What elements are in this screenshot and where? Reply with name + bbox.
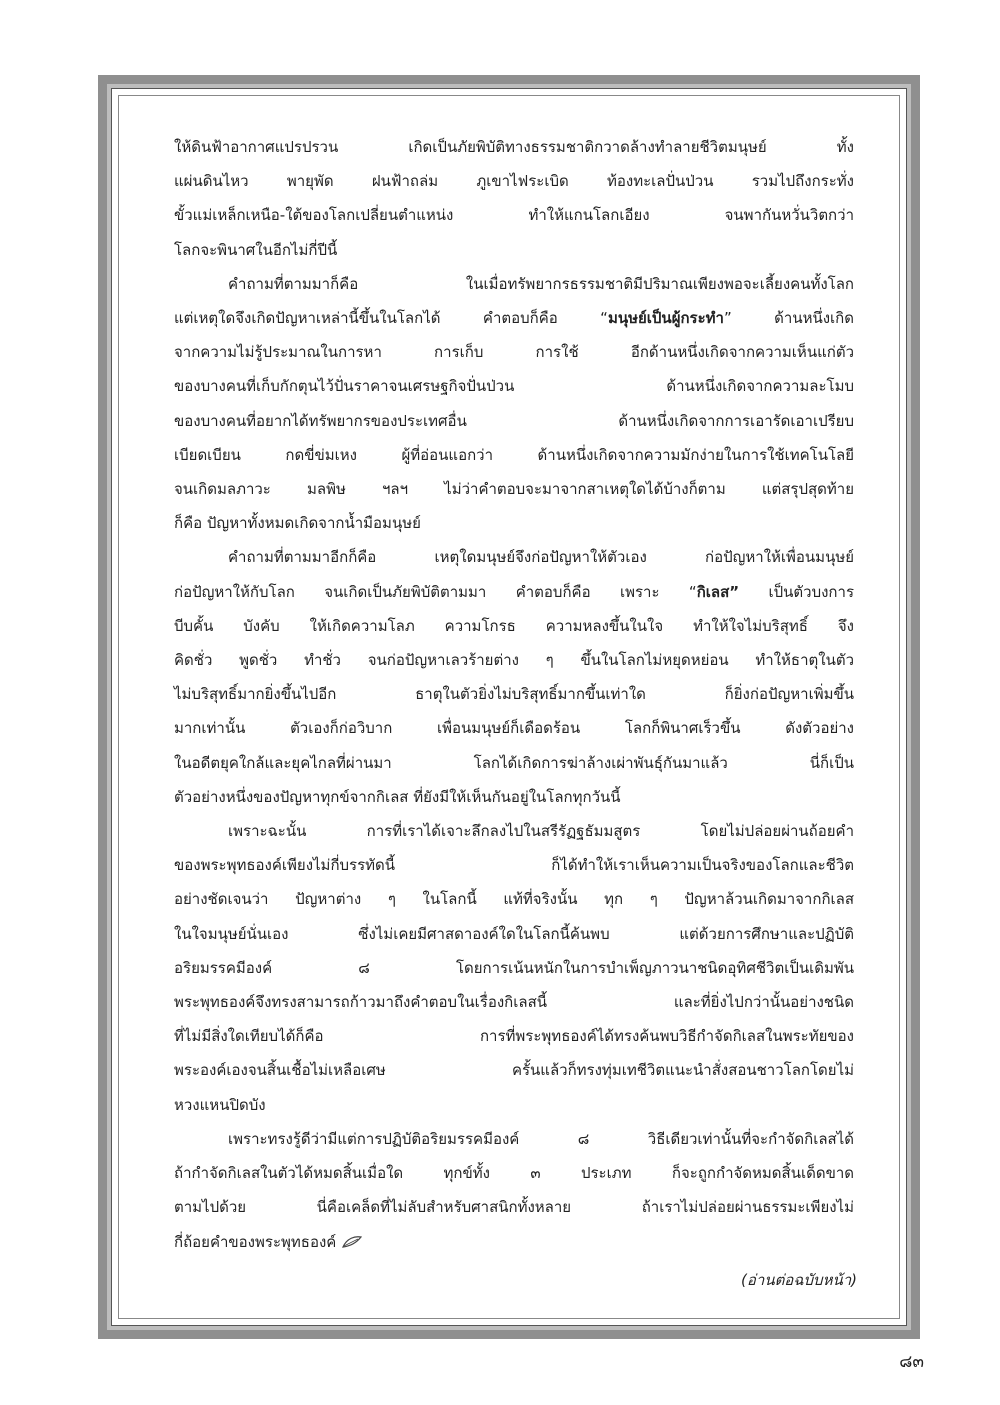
text-line: ของบางคนที่เก็บกักตุนไว้ปั่นราคาจนเศรษฐกิจปั่นป่วน ด้านหนึ่งเกิดจากความละโมบ xyxy=(174,377,854,396)
text-line: อย่างชัดเจนว่า ปัญหาต่าง ๆ ในโลกนี้ แท้ที่จริงนั้น ทุก ๆ ปัญหาล้วนเกิดมาจากกิเลส xyxy=(174,890,854,909)
text-line: แผ่นดินไหว พายุพัด ฝนฟ้าถล่ม ภูเขาไฟระเบิด ท้องทะเลปั่นป่วน รวมไปถึงกระทั่ง xyxy=(174,172,854,191)
text-line: ในใจมนุษย์นั่นเอง ซึ่งไม่เคยมีศาสดาองค์ใดในโลกนี้ค้นพบ แต่ด้วยการศึกษาและปฏิบัติ xyxy=(174,924,854,943)
text-line: ให้ดินฟ้าอากาศแปรปรวน เกิดเป็นภัยพิบัติทางธรรมชาติกวาดล้างทำลายชีวิตมนุษย์ ทั้ง xyxy=(174,138,854,156)
text-line: ก็คือ ปัญหาทั้งหมดเกิดจากน้ำมือมนุษย์ xyxy=(174,514,421,533)
text-line: โลกจะพินาศในอีกไม่กี่ปีนี้ xyxy=(174,240,338,259)
text-line: เพราะทรงรู้ดีว่ามีแต่การปฏิบัติอริยมรรคมีองค์ ๘ วิธีเดียวเท่านั้นที่จะกำจัดกิเลสได้ xyxy=(228,1129,854,1148)
text-line: ตามไปด้วย นี่คือเคล็ดที่ไม่ลับสำหรับศาสนิกทั้งหลาย ถ้าเราไม่ปล่อยผ่านธรรมะเพียงไม่ xyxy=(174,1198,854,1217)
page-number: ๘๓ xyxy=(899,1352,924,1372)
text-line: ไม่บริสุทธิ์มากยิ่งขึ้นไปอีก ธาตุในตัวยิ่งไม่บริสุทธิ์มากขึ้นเท่าใด ก็ยิ่งก่อปัญหาเพิ่มขึ้น xyxy=(174,685,854,704)
text-line: บีบคั้น บังคับ ให้เกิดความโลภ ความโกรธ ความหลงขึ้นในใจ ทำให้ใจไม่บริสุทธิ์ จึง xyxy=(174,616,854,635)
continue-note: (อ่านต่อฉบับหน้า) xyxy=(741,1271,857,1289)
paragraph xyxy=(174,1122,854,1259)
text-line: พระพุทธองค์จึงทรงสามารถก้าวมาถึงคำตอบในเรื่องกิเลสนี้ และที่ยิ่งไปกว่านั้นอย่างชนิด xyxy=(174,993,854,1012)
text-line: กี่ถ้อยคำของพระพุทธองค์ xyxy=(174,1225,854,1259)
text-line: เพราะฉะนั้น การที่เราได้เจาะลึกลงไปในสรีรัฏฐธัมมสูตร โดยไม่ปล่อยผ่านถ้อยคำ xyxy=(228,822,854,841)
text-line: ก่อปัญหาให้กับโลก จนเกิดเป็นภัยพิบัติตามมา คำตอบก็คือ เพราะ “กิเลส” เป็นตัวบงการ xyxy=(174,582,854,601)
text-line: ในอดีตยุคใกล้และยุคไกลที่ผ่านมา โลกได้เกิดการฆ่าล้างเผ่าพันธุ์กันมาแล้ว นี่ก็เป็น xyxy=(174,753,854,772)
text-line: ของบางคนที่อยากได้ทรัพยากรของประเทศอื่น ด้านหนึ่งเกิดจากการเอารัดเอาเปรียบ xyxy=(174,411,854,430)
text-line: คำถามที่ตามมาอีกก็คือ เหตุใดมนุษย์จึงก่อปัญหาให้ตัวเอง ก่อปัญหาให้เพื่อนมนุษย์ xyxy=(228,548,854,567)
text-line: ที่ไม่มีสิ่งใดเทียบได้ก็คือ การที่พระพุทธองค์ได้ทรงค้นพบวิธีกำจัดกิเลสในพระทัยของ xyxy=(174,1027,854,1046)
emphasis: มนุษย์เป็นผู้กระทำ xyxy=(607,309,724,328)
emphasis: กิเลส” xyxy=(696,582,740,601)
text-line: ตัวอย่างหนึ่งของปัญหาทุกข์จากกิเลส ที่ยังมีให้เห็นกันอยู่ในโลกทุกวันนี้ xyxy=(174,787,621,806)
leaf-ornament-icon xyxy=(341,1235,363,1249)
text-line: มากเท่านั้น ตัวเองก็ก่อวิบาก เพื่อนมนุษย์ก็เดือดร้อน โลกก็พินาศเร็วขึ้น ดังตัวอย่าง xyxy=(174,719,854,738)
text-line: แต่เหตุใดจึงเกิดปัญหาเหล่านี้ขึ้นในโลกได้ คำตอบก็คือ “มนุษย์เป็นผู้กระทำ” ด้านหนึ่งเกิด xyxy=(174,309,855,328)
paragraph xyxy=(174,267,854,541)
text-line: จากความไม่รู้ประมาณในการหา การเก็บ การใช้ อีกด้านหนึ่งเกิดจากความเห็นแก่ตัว xyxy=(174,343,854,362)
paragraph xyxy=(174,130,854,267)
text-line: ขั้วแม่เหล็กเหนือ-ใต้ของโลกเปลี่ยนตำแหน่ง ทำให้แกนโลกเอียง จนพากันหวั่นวิตกว่า xyxy=(174,206,854,225)
text-line: ถ้ากำจัดกิเลสในตัวได้หมดสิ้นเมื่อใด ทุกข์ทั้ง ๓ ประเภท ก็จะถูกกำจัดหมดสิ้นเด็ดขาด xyxy=(174,1164,854,1183)
text-line: หวงแหนปิดบัง xyxy=(174,1095,266,1114)
paragraph xyxy=(174,540,854,814)
text-line: จนเกิดมลภาวะ มลพิษ ฯลฯ ไม่ว่าคำตอบจะมาจากสาเหตุใดได้บ้างก็ตาม แต่สรุปสุดท้าย xyxy=(174,480,854,499)
text-line: เบียดเบียน กดขี่ข่มเหง ผู้ที่อ่อนแอกว่า ด้านหนึ่งเกิดจากความมักง่ายในการใช้เทคโนโลยี xyxy=(174,445,854,464)
article-body xyxy=(174,130,854,1259)
text-line: พระองค์เองจนสิ้นเชื้อไม่เหลือเศษ ครั้นแล้วก็ทรงทุ่มเทชีวิตแนะนำสั่งสอนชาวโลกโดยไม่ xyxy=(174,1061,854,1080)
text-line: คิดชั่ว พูดชั่ว ทำชั่ว จนก่อปัญหาเลวร้ายต่าง ๆ ขึ้นในโลกไม่หยุดหย่อน ทำให้ธาตุในตัว xyxy=(174,651,854,670)
text-line: คำถามที่ตามมาก็คือ ในเมื่อทรัพยากรธรรมชาติมีปริมาณเพียงพอจะเลี้ยงคนทั้งโลก xyxy=(228,274,854,293)
paragraph xyxy=(174,814,854,1122)
text-line: อริยมรรคมีองค์ ๘ โดยการเน้นหนักในการบำเพ็ญภาวนาชนิดอุทิศชีวิตเป็นเดิมพัน xyxy=(174,958,854,977)
text-line: ของพระพุทธองค์เพียงไม่กี่บรรทัดนี้ ก็ได้ทำให้เราเห็นความเป็นจริงของโลกและชีวิต xyxy=(174,856,854,875)
